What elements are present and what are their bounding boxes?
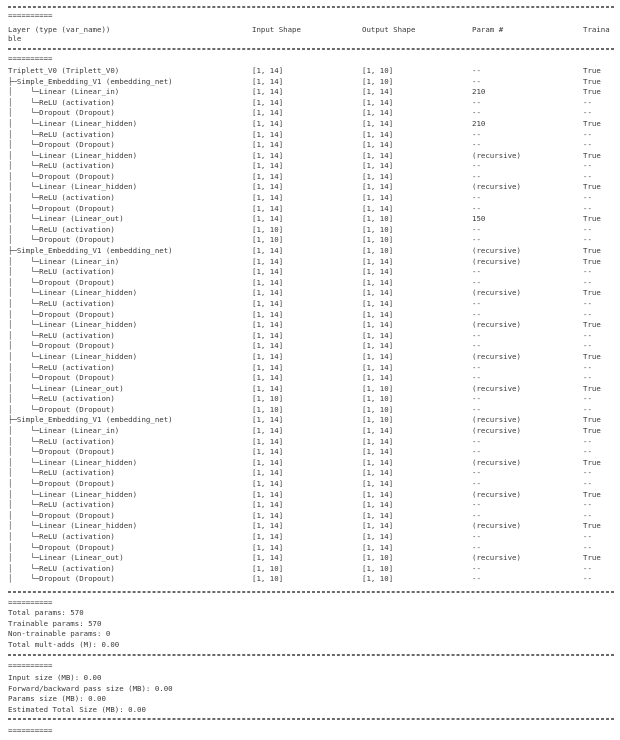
trainable-flag: --	[583, 235, 592, 245]
layer-name: │ └─Dropout (Dropout)	[8, 171, 115, 181]
header-rule	[8, 48, 614, 50]
trainable-flag: --	[583, 267, 592, 277]
trainable-flag: --	[583, 563, 592, 573]
input-shape: [1, 14]	[252, 436, 284, 446]
param-count: --	[472, 108, 481, 118]
param-count: --	[472, 277, 481, 287]
param-count: --	[472, 447, 481, 457]
trainable-flag: --	[583, 574, 592, 584]
column-header-input-shape: Input Shape	[252, 25, 301, 34]
input-shape: [1, 14]	[252, 298, 284, 308]
output-shape: [1, 14]	[362, 193, 394, 203]
trainable-flag: True	[583, 320, 601, 330]
input-shape: [1, 14]	[252, 288, 284, 298]
layer-name: │ └─Dropout (Dropout)	[8, 235, 115, 245]
trainable-flag: --	[583, 161, 592, 171]
param-count: --	[472, 373, 481, 383]
non-trainable-params: Non-trainable params: 0	[8, 629, 111, 639]
layer-name: │ └─ReLU (activation)	[8, 394, 115, 404]
output-shape: [1, 14]	[362, 500, 394, 510]
trainable-flag: --	[583, 108, 592, 118]
trainable-flag: --	[583, 97, 592, 107]
trainable-flag: --	[583, 171, 592, 181]
layer-name: │ └─ReLU (activation)	[8, 563, 115, 573]
layer-name: │ └─Linear (Linear_hidden)	[8, 320, 138, 330]
trainable-flag: --	[583, 224, 592, 234]
input-shape: [1, 14]	[252, 341, 284, 351]
input-shape: [1, 14]	[252, 531, 284, 541]
output-shape: [1, 14]	[362, 468, 394, 478]
trainable-flag: --	[583, 203, 592, 213]
layer-name: │ └─Linear (Linear_hidden)	[8, 457, 138, 467]
output-shape: [1, 14]	[362, 489, 394, 499]
input-shape: [1, 10]	[252, 224, 284, 234]
trainable-flag: True	[583, 426, 601, 436]
layer-name: │ └─ReLU (activation)	[8, 531, 115, 541]
layer-name: ├─Simple_Embedding_V1 (embedding_net)	[8, 76, 173, 86]
layer-name: │ └─Dropout (Dropout)	[8, 341, 115, 351]
input-shape: [1, 14]	[252, 161, 284, 171]
param-count: (recursive)	[472, 256, 521, 266]
input-shape: [1, 14]	[252, 140, 284, 150]
layer-name: │ └─ReLU (activation)	[8, 500, 115, 510]
param-count: 210	[472, 118, 486, 128]
trainable-flag: --	[583, 129, 592, 139]
trainable-flag: --	[583, 298, 592, 308]
trainable-flag: --	[583, 373, 592, 383]
input-shape: [1, 14]	[252, 309, 284, 319]
input-shape: [1, 14]	[252, 330, 284, 340]
output-shape: [1, 14]	[362, 298, 394, 308]
layer-name: │ └─Linear (Linear_hidden)	[8, 182, 138, 192]
trainable-flag: True	[583, 182, 601, 192]
input-shape: [1, 14]	[252, 362, 284, 372]
trainable-flag: True	[583, 66, 601, 75]
param-count: (recursive)	[472, 320, 521, 330]
layer-name: │ └─ReLU (activation)	[8, 298, 115, 308]
param-count: --	[472, 161, 481, 171]
trainable-flag: --	[583, 500, 592, 510]
param-count: --	[472, 309, 481, 319]
param-count: (recursive)	[472, 182, 521, 192]
trainable-flag: True	[583, 351, 601, 361]
layer-name: │ └─Linear (Linear_hidden)	[8, 351, 138, 361]
trainable-flag: --	[583, 468, 592, 478]
output-shape: [1, 10]	[362, 224, 394, 234]
output-shape: [1, 14]	[362, 118, 394, 128]
output-shape: [1, 10]	[362, 66, 394, 75]
param-count: --	[472, 330, 481, 340]
output-shape: [1, 10]	[362, 563, 394, 573]
totals-rule	[8, 591, 614, 593]
param-count: 150	[472, 214, 486, 224]
layer-name: │ └─ReLU (activation)	[8, 224, 115, 234]
output-shape: [1, 10]	[362, 574, 394, 584]
param-count: (recursive)	[472, 150, 521, 160]
layer-name: │ └─Dropout (Dropout)	[8, 309, 115, 319]
param-count: (recursive)	[472, 457, 521, 467]
output-shape: [1, 10]	[362, 383, 394, 393]
output-shape: [1, 14]	[362, 479, 394, 488]
layer-name: │ └─Dropout (Dropout)	[8, 108, 115, 118]
param-count: --	[472, 500, 481, 510]
layer-name: │ └─Linear (Linear_hidden)	[8, 521, 138, 531]
output-shape: [1, 14]	[362, 447, 394, 457]
trainable-flag: --	[583, 510, 592, 520]
input-shape: [1, 14]	[252, 267, 284, 277]
layer-name: │ └─Linear (Linear_in)	[8, 256, 120, 266]
param-count: (recursive)	[472, 489, 521, 499]
trainable-flag: True	[583, 87, 601, 97]
layer-name: │ └─Linear (Linear_out)	[8, 383, 124, 393]
param-count: --	[472, 531, 481, 541]
output-shape: [1, 10]	[362, 214, 394, 224]
output-shape: [1, 10]	[362, 246, 394, 256]
output-shape: [1, 14]	[362, 288, 394, 298]
output-shape: [1, 14]	[362, 542, 394, 552]
param-count: --	[472, 563, 481, 573]
layer-name: │ └─Linear (Linear_hidden)	[8, 118, 138, 128]
layer-name: Triplett_V0 (Triplett_V0)	[8, 66, 120, 75]
layer-name: │ └─Linear (Linear_out)	[8, 553, 124, 563]
input-shape: [1, 14]	[252, 468, 284, 478]
totals-separator: ==========	[8, 598, 53, 607]
param-count: (recursive)	[472, 521, 521, 531]
output-shape: [1, 14]	[362, 203, 394, 213]
input-shape: [1, 14]	[252, 351, 284, 361]
output-shape: [1, 14]	[362, 87, 394, 97]
pass-size: Forward/backward pass size (MB): 0.00	[8, 683, 173, 693]
layer-name: │ └─Linear (Linear_hidden)	[8, 150, 138, 160]
output-shape: [1, 10]	[362, 394, 394, 404]
input-shape: [1, 10]	[252, 394, 284, 404]
input-shape: [1, 14]	[252, 76, 284, 86]
param-count: --	[472, 224, 481, 234]
input-shape: [1, 14]	[252, 203, 284, 213]
param-count: --	[472, 479, 481, 488]
param-count: --	[472, 76, 481, 86]
input-shape: [1, 14]	[252, 277, 284, 287]
output-shape: [1, 14]	[362, 97, 394, 107]
output-shape: [1, 14]	[362, 521, 394, 531]
output-shape: [1, 10]	[362, 235, 394, 245]
param-count: (recursive)	[472, 383, 521, 393]
param-count: (recursive)	[472, 415, 521, 425]
column-header-layer-wrap: ble	[8, 34, 22, 43]
trainable-flag: True	[583, 553, 601, 563]
output-shape: [1, 10]	[362, 415, 394, 425]
trainable-flag: --	[583, 362, 592, 372]
layer-name: │ └─Dropout (Dropout)	[8, 510, 115, 520]
layer-name: │ └─Dropout (Dropout)	[8, 373, 115, 383]
column-header-output-shape: Output Shape	[362, 25, 416, 34]
param-count: --	[472, 394, 481, 404]
param-count: --	[472, 171, 481, 181]
param-count: --	[472, 298, 481, 308]
input-shape: [1, 14]	[252, 87, 284, 97]
trainable-flag: True	[583, 288, 601, 298]
layer-name: │ └─ReLU (activation)	[8, 362, 115, 372]
layer-name: │ └─Linear (Linear_hidden)	[8, 288, 138, 298]
input-shape: [1, 14]	[252, 553, 284, 563]
trainable-flag: True	[583, 489, 601, 499]
input-size: Input size (MB): 0.00	[8, 673, 102, 682]
params-size: Params size (MB): 0.00	[8, 694, 106, 704]
layer-name: │ └─Linear (Linear_out)	[8, 214, 124, 224]
bottom-separator: ==========	[8, 726, 53, 735]
total-params: Total params: 570	[8, 608, 84, 617]
output-shape: [1, 14]	[362, 426, 394, 436]
column-header-param-count: Param #	[472, 25, 504, 34]
trainable-flag: True	[583, 256, 601, 266]
trainable-flag: True	[583, 457, 601, 467]
param-count: --	[472, 193, 481, 203]
layer-name: │ └─Dropout (Dropout)	[8, 203, 115, 213]
output-shape: [1, 10]	[362, 404, 394, 414]
output-shape: [1, 14]	[362, 330, 394, 340]
estimated-total-size: Estimated Total Size (MB): 0.00	[8, 704, 146, 714]
input-shape: [1, 14]	[252, 246, 284, 256]
output-shape: [1, 14]	[362, 161, 394, 171]
column-header-layer: Layer (type (var_name))	[8, 25, 111, 34]
output-shape: [1, 14]	[362, 140, 394, 150]
param-count: (recursive)	[472, 351, 521, 361]
trainable-flag: True	[583, 383, 601, 393]
trainable-flag: True	[583, 415, 601, 425]
layer-name: │ └─Dropout (Dropout)	[8, 574, 115, 584]
layer-name: │ └─ReLU (activation)	[8, 97, 115, 107]
layer-name: │ └─Dropout (Dropout)	[8, 404, 115, 414]
input-shape: [1, 10]	[252, 574, 284, 584]
input-shape: [1, 14]	[252, 479, 284, 488]
input-shape: [1, 14]	[252, 457, 284, 467]
input-shape: [1, 14]	[252, 193, 284, 203]
param-count: --	[472, 574, 481, 584]
trainable-flag: --	[583, 404, 592, 414]
trainable-flag: --	[583, 277, 592, 287]
input-shape: [1, 14]	[252, 182, 284, 192]
param-count: --	[472, 542, 481, 552]
input-shape: [1, 10]	[252, 235, 284, 245]
trainable-flag: True	[583, 150, 601, 160]
output-shape: [1, 14]	[362, 436, 394, 446]
header-separator: ==========	[8, 11, 53, 20]
input-shape: [1, 14]	[252, 500, 284, 510]
output-shape: [1, 14]	[362, 510, 394, 520]
param-count: --	[472, 341, 481, 351]
param-count: --	[472, 129, 481, 139]
output-shape: [1, 14]	[362, 341, 394, 351]
input-shape: [1, 14]	[252, 97, 284, 107]
output-shape: [1, 14]	[362, 171, 394, 181]
output-shape: [1, 14]	[362, 129, 394, 139]
output-shape: [1, 14]	[362, 531, 394, 541]
layer-name: │ └─Dropout (Dropout)	[8, 542, 115, 552]
param-count: --	[472, 66, 481, 75]
trainable-flag: True	[583, 118, 601, 128]
input-shape: [1, 10]	[252, 563, 284, 573]
layer-name: │ └─ReLU (activation)	[8, 330, 115, 340]
output-shape: [1, 14]	[362, 373, 394, 383]
param-count: (recursive)	[472, 553, 521, 563]
layer-name: ├─Simple_Embedding_V1 (embedding_net)	[8, 246, 173, 256]
param-count: 210	[472, 87, 486, 97]
param-count: --	[472, 510, 481, 520]
param-count: --	[472, 468, 481, 478]
input-shape: [1, 14]	[252, 108, 284, 118]
trainable-flag: --	[583, 309, 592, 319]
input-shape: [1, 10]	[252, 404, 284, 414]
output-shape: [1, 14]	[362, 108, 394, 118]
trainable-params: Trainable params: 570	[8, 618, 102, 628]
trainable-flag: True	[583, 214, 601, 224]
trainable-flag: --	[583, 193, 592, 203]
trainable-flag: --	[583, 140, 592, 150]
output-shape: [1, 14]	[362, 150, 394, 160]
input-shape: [1, 14]	[252, 129, 284, 139]
layer-name: │ └─Dropout (Dropout)	[8, 140, 115, 150]
output-shape: [1, 14]	[362, 182, 394, 192]
param-count: --	[472, 140, 481, 150]
param-count: --	[472, 436, 481, 446]
trainable-flag: True	[583, 521, 601, 531]
trainable-flag: --	[583, 479, 592, 488]
layer-name: │ └─Linear (Linear_hidden)	[8, 489, 138, 499]
output-shape: [1, 14]	[362, 351, 394, 361]
total-mult-adds: Total mult-adds (M): 0.00	[8, 639, 120, 649]
input-shape: [1, 14]	[252, 383, 284, 393]
output-shape: [1, 14]	[362, 309, 394, 319]
layer-name: │ └─Dropout (Dropout)	[8, 447, 115, 457]
sizes-rule	[8, 654, 614, 656]
column-header-trainable: Traina	[583, 25, 610, 34]
layer-name: │ └─ReLU (activation)	[8, 468, 115, 478]
output-shape: [1, 14]	[362, 277, 394, 287]
trainable-flag: --	[583, 394, 592, 404]
trainable-flag: True	[583, 246, 601, 256]
layer-name: ├─Simple_Embedding_V1 (embedding_net)	[8, 415, 173, 425]
param-count: --	[472, 362, 481, 372]
top-rule	[8, 6, 614, 8]
trainable-flag: --	[583, 542, 592, 552]
param-count: --	[472, 404, 481, 414]
layer-name: │ └─Dropout (Dropout)	[8, 479, 115, 488]
input-shape: [1, 14]	[252, 542, 284, 552]
input-shape: [1, 14]	[252, 66, 284, 75]
input-shape: [1, 14]	[252, 373, 284, 383]
trainable-flag: --	[583, 531, 592, 541]
body-separator: ==========	[8, 54, 53, 63]
input-shape: [1, 14]	[252, 320, 284, 330]
output-shape: [1, 14]	[362, 320, 394, 330]
trainable-flag: --	[583, 341, 592, 351]
input-shape: [1, 14]	[252, 415, 284, 425]
input-shape: [1, 14]	[252, 171, 284, 181]
output-shape: [1, 10]	[362, 553, 394, 563]
trainable-flag: --	[583, 447, 592, 457]
input-shape: [1, 14]	[252, 256, 284, 266]
input-shape: [1, 14]	[252, 447, 284, 457]
input-shape: [1, 14]	[252, 150, 284, 160]
output-shape: [1, 10]	[362, 76, 394, 86]
bottom-rule	[8, 718, 614, 720]
param-count: --	[472, 235, 481, 245]
param-count: --	[472, 97, 481, 107]
output-shape: [1, 14]	[362, 362, 394, 372]
input-shape: [1, 14]	[252, 510, 284, 520]
layer-name: │ └─ReLU (activation)	[8, 161, 115, 171]
output-shape: [1, 14]	[362, 457, 394, 467]
layer-name: │ └─Dropout (Dropout)	[8, 277, 115, 287]
layer-name: │ └─ReLU (activation)	[8, 129, 115, 139]
layer-name: │ └─Linear (Linear_in)	[8, 426, 120, 436]
param-count: --	[472, 203, 481, 213]
layer-name: │ └─ReLU (activation)	[8, 267, 115, 277]
layer-name: │ └─Linear (Linear_in)	[8, 87, 120, 97]
trainable-flag: True	[583, 76, 601, 86]
trainable-flag: --	[583, 330, 592, 340]
input-shape: [1, 14]	[252, 426, 284, 436]
output-shape: [1, 14]	[362, 267, 394, 277]
param-count: (recursive)	[472, 288, 521, 298]
input-shape: [1, 14]	[252, 118, 284, 128]
input-shape: [1, 14]	[252, 521, 284, 531]
layer-name: │ └─ReLU (activation)	[8, 436, 115, 446]
param-count: (recursive)	[472, 246, 521, 256]
param-count: --	[472, 267, 481, 277]
output-shape: [1, 14]	[362, 256, 394, 266]
input-shape: [1, 14]	[252, 489, 284, 499]
layer-name: │ └─ReLU (activation)	[8, 193, 115, 203]
param-count: (recursive)	[472, 426, 521, 436]
sizes-separator: ==========	[8, 661, 53, 670]
input-shape: [1, 14]	[252, 214, 284, 224]
trainable-flag: --	[583, 436, 592, 446]
